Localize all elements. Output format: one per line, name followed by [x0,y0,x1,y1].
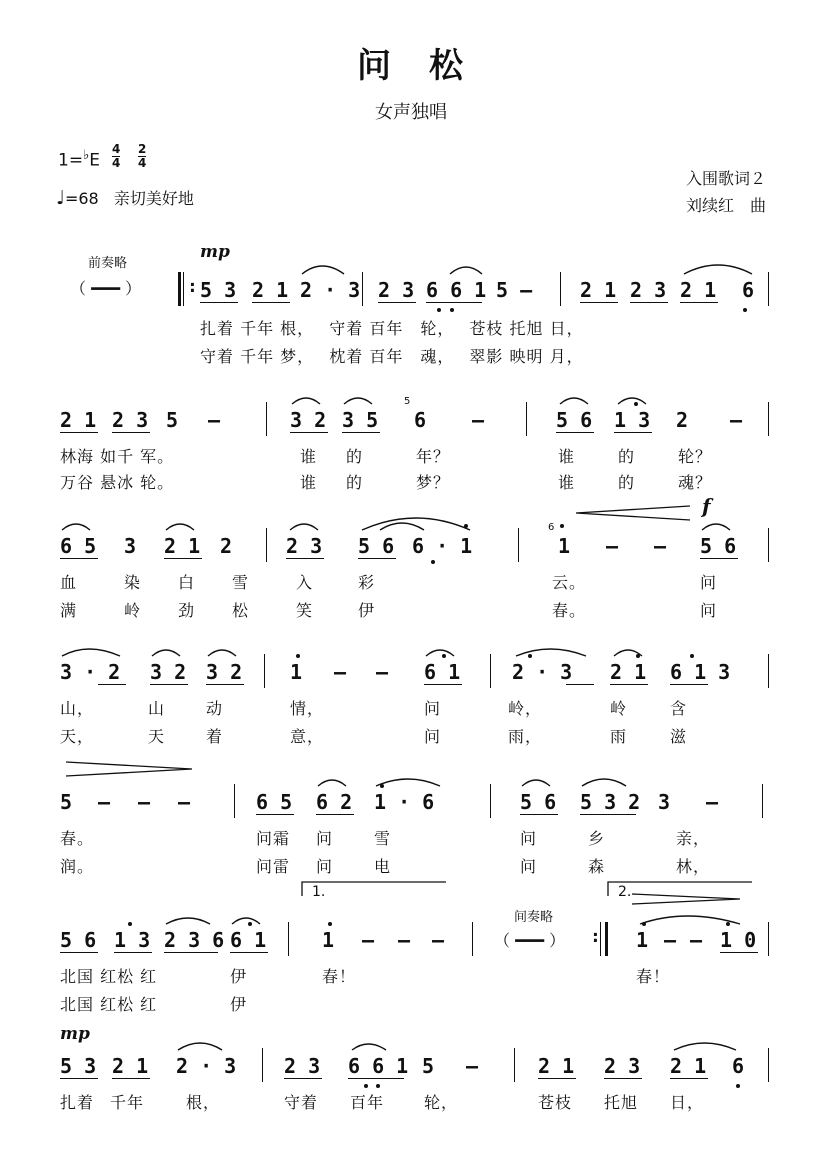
slur [232,918,260,924]
dynamic-mp: mp [60,1024,90,1044]
lyrics-verse-2: 守着 千年 梦， 枕着 百年 魂， 翠影 映明 月， [200,347,584,366]
note-group: 5 6 [60,928,97,952]
note-group: — [334,660,347,684]
repeat-dots: : [187,276,198,297]
note-group: 3 2 [290,408,327,432]
note-group: — [138,790,151,814]
dynamic-mp: mp [200,242,230,262]
lyric: 北国 红松 红 [60,995,158,1014]
note-group: 5 6 [700,534,737,558]
decrescendo-hairpin [632,894,740,904]
low-octave-dot [364,1084,368,1088]
lyric: 梦？ [416,473,451,492]
note-group: 1 3 [114,928,151,952]
low-octave-dot [437,308,441,312]
note-group: — [376,660,389,684]
note-group: 6 1 [424,660,461,684]
note-group: 2 1 [164,534,201,558]
lyric: 日， [670,1093,705,1112]
note-group: 2 1 [538,1054,575,1078]
time-sig-2-numerator: 2 [138,142,147,156]
lyric: 轮？ [678,447,713,466]
lyric: 白 [178,573,196,592]
high-octave-dot [560,524,564,528]
note-group: 2 · 3 [176,1054,237,1078]
lyric: 染 [124,573,142,592]
lyric: 根， [186,1093,221,1112]
lyric: 满 [60,601,78,620]
lyric: 北国 红松 红 [60,967,158,986]
note-group: — [98,790,111,814]
note-group: 5 [60,790,73,814]
time-sig-1-denominator: 4 [112,156,121,170]
lyric: 万谷 悬冰 轮。 [60,473,175,492]
lyric: 谁 [558,447,576,466]
lyric: 问 [316,829,334,848]
note-group: 2 1 [680,278,717,302]
note-group: 5 — [496,278,533,302]
note-group: 1 [558,534,571,558]
lyric: 的 [618,473,636,492]
note-group: — [706,790,719,814]
lyric: 春！ [322,967,357,986]
lyric: 春。 [60,829,95,848]
song-title: 问 松 [357,46,465,86]
lyric: 润。 [60,857,95,876]
lyric: 着 [206,727,224,746]
note-group: 1 [636,928,649,952]
lyric: 岭， [508,699,543,718]
lyric: 雪 [232,573,250,592]
note-group: 2 3 [630,278,667,302]
interlude-rest-bar: （ ━━━ ） [494,931,566,950]
lyric: 天， [60,727,95,746]
note-group: 6 · 1 [412,534,473,558]
note-group: 5 [422,1054,435,1078]
lyric: 谁 [558,473,576,492]
lyric: 问 [700,601,718,620]
lyric: 岭 [124,601,142,620]
lyric: 笑 [296,601,314,620]
lyric: 的 [618,447,636,466]
lyric: 乡 [588,829,606,848]
high-octave-dot [328,922,332,926]
slur [376,779,440,786]
lyric: 轮， [424,1093,459,1112]
note-group: 3 2 [206,660,243,684]
note-group: 5 3 [60,1054,97,1078]
note-group: 1 3 [614,408,651,432]
slur [352,1044,386,1050]
note-group: 2 1 [610,660,647,684]
slur [522,780,550,786]
high-octave-dot [642,922,646,926]
key-letter: E [89,150,100,171]
volta-2-label: 2. [618,884,632,900]
note-group: 1 [290,660,303,684]
note-group: 2 1 [580,278,617,302]
note-group: 2 3 6 [164,928,225,952]
high-octave-dot [296,654,300,658]
volta-brackets [302,882,752,896]
note-group: — [654,534,667,558]
note-group: 3 · 2 [60,660,121,684]
interlude-label: 间奏略 [514,910,554,925]
lyric: 的 [346,473,364,492]
lyric: 电 [374,857,392,876]
lyric: 雨 [610,727,628,746]
note-group: 2 3 [378,278,415,302]
lyric: 问 [700,573,718,592]
slur [674,1043,736,1050]
slur [426,650,454,656]
high-octave-dot [690,654,694,658]
note-group: 2 3 [604,1054,641,1078]
repeat-end-dots: : [590,926,601,947]
lyric: 彩 [358,573,376,592]
slur [62,524,90,530]
slur [302,266,344,274]
dynamic-f: f [702,494,711,518]
note-group: 2 3 [284,1054,321,1078]
slur [450,267,482,274]
lyric: 伊 [358,601,376,620]
slur [618,398,646,404]
key-prefix: 1= [58,150,84,171]
decrescendo-hairpin [66,762,192,776]
high-octave-dot [636,654,640,658]
lyric: 伊 [230,995,248,1014]
time-sig-2-denominator: 4 [138,156,147,170]
slur [318,780,346,786]
slur [292,398,320,404]
lyric: 扎着 [60,1093,95,1112]
note-group: 3 2 [150,660,187,684]
high-octave-dot [128,922,132,926]
note-group: 2 3 [286,534,323,558]
slur [582,779,626,786]
note-group: 6 5 [60,534,97,558]
composer-credit: 刘续红 曲 [686,196,767,215]
lyric: 问 [424,699,442,718]
lyric: 问霜 [256,829,291,848]
slur [166,918,210,924]
slur [684,265,752,274]
low-octave-dot [450,308,454,312]
low-octave-dot [431,560,435,564]
lyric: 问雷 [256,857,291,876]
note-group: 2 · 3 [300,278,361,302]
note-group: 6 1 [230,928,267,952]
lyric: 血 [60,573,78,592]
note-group: 5 3 [200,278,237,302]
note-group: 5 [166,408,179,432]
note-group: 2 1 [670,1054,707,1078]
lyric: 滋 [670,727,688,746]
note-group: — [606,534,619,558]
note-group: — [208,408,221,432]
note-group: — [466,1054,479,1078]
grace-note: 5 [404,396,411,407]
note-group: 6 1 3 [670,660,731,684]
quarter-note-icon: ♩ [56,187,65,209]
lyric: 春。 [552,601,587,620]
lyric: 林海 如千 军。 [60,447,175,466]
note-group: 2 · 3 [512,660,573,684]
lyric: 问 [424,727,442,746]
slur [208,650,236,656]
note-group: 6 [414,408,427,432]
octave-dots [128,308,747,1088]
slur [702,524,730,530]
note-group: — [178,790,191,814]
lyric: 山 [148,699,166,718]
volta-1-bracket [302,882,446,896]
hairpins [66,506,740,904]
note-group: 1 [322,928,335,952]
note-group: 3 5 [342,408,379,432]
note-group: — [664,928,677,952]
lyric: 问 [520,857,538,876]
note-group: 6 [732,1054,745,1078]
note-group: 5 6 [358,534,395,558]
flat-sign: ♭ [83,148,90,163]
lyric: 苍枝 [538,1093,573,1112]
slur [380,523,424,530]
slur [290,524,318,530]
lyrics-verse-1: 扎着 千年 根， 守着 百年 轮， 苍枝 托旭 日， [200,319,584,338]
lyric: 云。 [552,573,587,592]
note-group: 6 5 [256,790,293,814]
lyric: 托旭 [604,1093,639,1112]
low-octave-dot [376,1084,380,1088]
lyric: 问 [316,857,334,876]
note-group: 2 1 [112,1054,149,1078]
lyric: 岭 [610,699,628,718]
high-octave-dot [726,922,730,926]
lyric: 百年 [350,1093,385,1112]
note-group: — [362,928,375,952]
note-group: 6 2 [316,790,353,814]
note-group: 1 0 [720,928,757,952]
note-group: — [730,408,743,432]
slur [640,916,740,924]
note-group: 6 6 1 [348,1054,409,1078]
grace-note: 6 [548,522,555,533]
lyric: 千年 [110,1093,145,1112]
lyric: 山， [60,699,95,718]
lyric: 魂？ [678,473,713,492]
lyric: 春！ [636,967,671,986]
lyric: 动 [206,699,224,718]
note-group: — [690,928,703,952]
lyricist-credit: 入围歌词２ [686,169,767,188]
lyric: 林， [676,857,711,876]
note-group: 2 3 [112,408,149,432]
slur [362,518,470,530]
slur [178,1043,222,1050]
crescendo-hairpin [576,506,690,520]
slur [516,649,586,656]
lyric: 劲 [178,601,196,620]
lyric: 伊 [230,967,248,986]
note-group: 2 1 [252,278,289,302]
note-group: 6 6 1 [426,278,487,302]
note-group: 5 6 [556,408,593,432]
lyric: 入 [296,573,314,592]
prelude-rest-bar: （ ━━━ ） [70,279,142,298]
lyric: 的 [346,447,364,466]
lyric: 年？ [416,447,451,466]
lyric: 情， [290,699,325,718]
note-group: — [432,928,445,952]
song-subtitle: 女声独唱 [375,102,447,123]
low-octave-dot [736,1084,740,1088]
note-group: 2 [676,408,689,432]
lyric: 松 [232,601,250,620]
prelude-label: 前奏略 [88,256,128,271]
lyric: 意， [290,727,325,746]
note-group: 3 [124,534,137,558]
high-octave-dot [442,654,446,658]
lyric: 含 [670,699,688,718]
low-octave-dot [743,308,747,312]
lyric: 雪 [374,829,392,848]
slur [344,398,372,404]
slur [560,398,588,404]
note-group: 1 · 6 [374,790,435,814]
lyric: 谁 [300,447,318,466]
high-octave-dot [528,654,532,658]
note-group: 5 6 [520,790,557,814]
slurs [62,265,755,1050]
note-group: 3 [658,790,671,814]
slur [62,649,120,656]
volta-1-label: 1. [312,884,326,900]
note-group: — [472,408,485,432]
high-octave-dot [248,922,252,926]
lyric: 问 [520,829,538,848]
high-octave-dot [380,784,384,788]
tempo-marking: 亲切美好地 [113,189,194,208]
note-group: 2 1 [60,408,97,432]
note-group: 5 3 2 [580,790,641,814]
note-group: 6 [742,278,755,302]
slur [152,650,180,656]
lyric: 森 [588,857,606,876]
lyric: 谁 [300,473,318,492]
note-group: 2 [220,534,233,558]
high-octave-dot [464,524,468,528]
lyric: 守着 [284,1093,319,1112]
tempo-value: =68 [64,189,99,208]
time-sig-1-numerator: 4 [112,142,121,156]
lyric: 天 [148,727,166,746]
lyric: 雨， [508,727,543,746]
slur [166,524,194,530]
volta-2-bracket [608,882,752,896]
note-group: — [398,928,411,952]
lyric: 亲， [676,829,711,848]
